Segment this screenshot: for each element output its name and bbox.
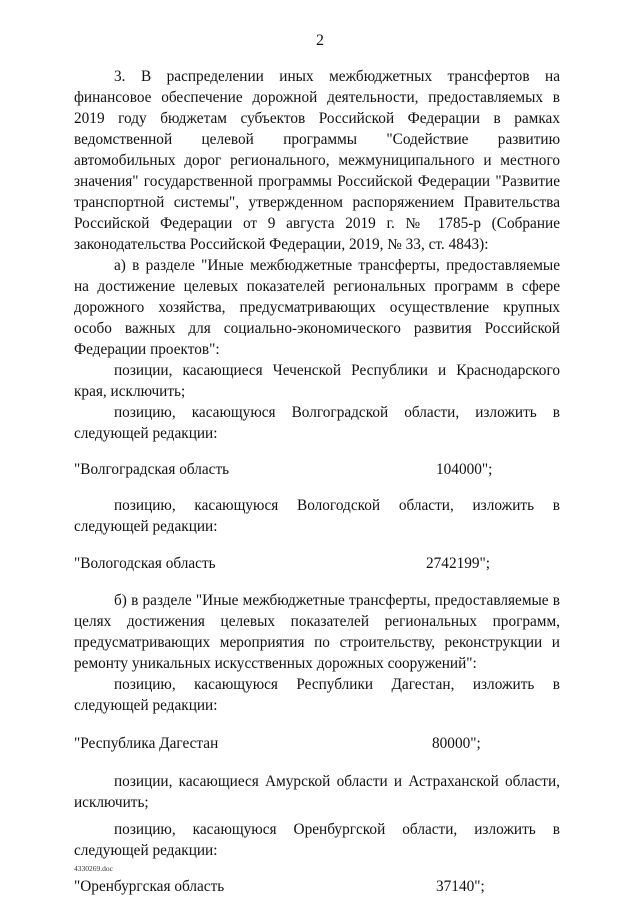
paragraph-item-3: 3. В распределении иных межбюджетных трансфертов на финансовое обеспечение дорожной деятельности, предоставляемых в 2019 году бюджетам субъектов Российской Федерации в рамках ведомственной целевой программы "Содействие развитию автомобильных дорог регионального, межмуниципального и местного значения" государственной программы Российской Федерации "Развитие транспортной системы", утвержденном распоряжением Правительства Российской Федерации от 9 августа 2019 г. № 1785-р (Собрание законодательства Российской Федерации, 2019, № 33, ст. 4843): [74, 68, 560, 253]
entry-value: 37140"; [436, 878, 485, 895]
paragraph-vologda-instruction: позицию, касающуюся Вологодской области, изложить в следующей редакции: [74, 497, 560, 535]
entry-vologda [74, 553, 560, 574]
paragraph-exclude-amur-astrakhan: позиции, касающиеся Амурской области и Астраханской области, исключить; [74, 773, 560, 811]
entry-value: 104000"; [436, 461, 493, 478]
entry-name: "Волгоградская область [74, 461, 230, 478]
entry-name: "Вологодская область [74, 555, 216, 572]
paragraph-orenburg-instruction: позицию, касающуюся Оренбургской области, изложить в следующей редакции: [74, 821, 560, 859]
paragraph-subitem-b: б) в разделе "Иные межбюджетные трансферты, предоставляемые в целях достижения целевых показателей региональных программ, предусматривающих мероприятия по строительству, реконструкции и ремонту уникальных искусственных дорожных сооружений": [74, 592, 560, 672]
paragraph-dagestan-instruction: позицию, касающуюся Республики Дагестан, изложить в следующей редакции: [74, 676, 560, 714]
paragraph-volgograd-instruction: позицию, касающуюся Волгоградской области, изложить в следующей редакции: [74, 404, 560, 442]
entry-name: "Оренбургская область [74, 878, 225, 895]
entry-value: 2742199"; [426, 555, 491, 572]
entry-volgograd [74, 459, 560, 480]
entry-dagestan [74, 733, 560, 754]
entry-orenburg [74, 876, 560, 897]
document-code: 4330269.doc [74, 864, 113, 873]
entry-name: "Республика Дагестан [74, 735, 219, 752]
document-body [74, 66, 560, 897]
paragraph-exclude-chechen-krasnodar: позиции, касающиеся Чеченской Республики и Краснодарского края, исключить; [74, 362, 560, 400]
paragraph-subitem-a: а) в разделе "Иные межбюджетные трансферты, предоставляемые на достижение целевых показателей региональных программ в сфере дорожного хозяйства, предусматривающих осуществление крупных особо важных для социально-экономического развития Российской Федерации проектов": [74, 257, 560, 358]
page-number: 2 [316, 32, 324, 49]
entry-value: 80000"; [432, 735, 481, 752]
